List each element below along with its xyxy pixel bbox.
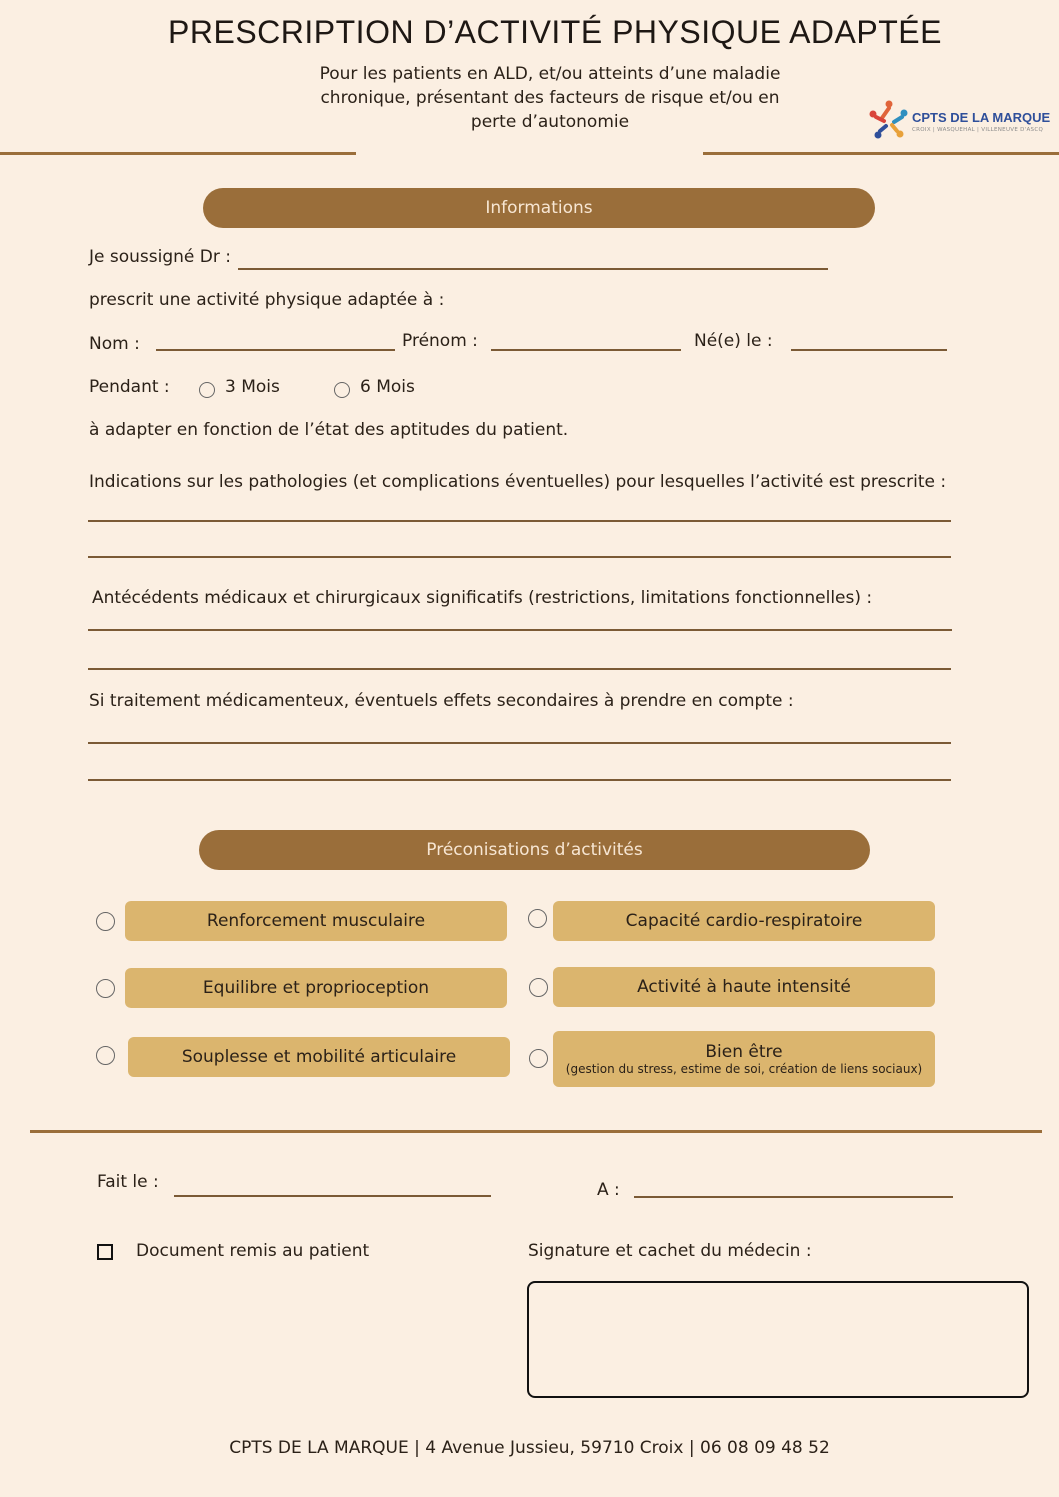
duration-3-months-radio[interactable]: [199, 382, 215, 398]
activity-label: Activité à haute intensité: [637, 977, 851, 997]
activity-haute-intensite[interactable]: [553, 967, 935, 1007]
indications-line-2[interactable]: [88, 556, 951, 558]
section-divider: [30, 1130, 1042, 1133]
activity-radio-haute-intensite[interactable]: [529, 978, 548, 997]
pendant-label: Pendant :: [89, 377, 170, 397]
activity-radio-souplesse[interactable]: [96, 1046, 115, 1065]
traitement-label: Si traitement médicamenteux, éventuels effets secondaires à prendre en compte :: [89, 691, 794, 711]
duration-3-months-label: 3 Mois: [225, 377, 280, 397]
doctor-name-field[interactable]: [238, 268, 828, 270]
doctor-label: Je soussigné Dr :: [89, 247, 231, 267]
a-field[interactable]: [634, 1196, 953, 1198]
activity-souplesse[interactable]: [128, 1037, 510, 1077]
nom-label: Nom :: [89, 334, 140, 354]
indications-line-1[interactable]: [88, 520, 951, 522]
signature-label: Signature et cachet du médecin :: [528, 1241, 812, 1261]
page-title: PRESCRIPTION D’ACTIVITÉ PHYSIQUE ADAPTÉE: [168, 14, 942, 50]
people-circle-icon: [866, 98, 912, 144]
footer-contact: CPTS DE LA MARQUE | 4 Avenue Jussieu, 59710 Croix | 06 08 09 48 52: [229, 1438, 830, 1458]
antecedents-line-2[interactable]: [88, 668, 951, 670]
a-label: A :: [597, 1180, 620, 1200]
informations-header: Informations: [203, 188, 875, 228]
activity-radio-equilibre[interactable]: [96, 979, 115, 998]
duration-6-months-radio[interactable]: [334, 382, 350, 398]
activity-label: Souplesse et mobilité articulaire: [181, 1047, 457, 1067]
header-divider-right: [703, 152, 1059, 155]
activity-radio-cardio[interactable]: [528, 909, 547, 928]
adapt-text: à adapter en fonction de l’état des aptitudes du patient.: [89, 420, 569, 440]
activity-radio-renforcement[interactable]: [96, 912, 115, 931]
nom-field[interactable]: [156, 349, 395, 351]
traitement-line-1[interactable]: [88, 742, 951, 744]
traitement-line-2[interactable]: [88, 779, 951, 781]
duration-6-months-label: 6 Mois: [360, 377, 415, 397]
page-subtitle: [300, 62, 800, 134]
activity-bien-etre[interactable]: [553, 1031, 935, 1087]
activity-label: Renforcement musculaire: [206, 911, 426, 931]
subtitle-line-2: chronique, présentant des facteurs de risque et/ou en: [320, 88, 780, 108]
prenom-label: Prénom :: [402, 331, 478, 351]
birthdate-field[interactable]: [791, 349, 947, 351]
activity-label: Capacité cardio-respiratoire: [625, 911, 863, 931]
activity-renforcement-musculaire[interactable]: [125, 901, 507, 941]
subtitle-line-3: perte d’autonomie: [470, 112, 630, 132]
activity-label: Equilibre et proprioception: [202, 978, 430, 998]
activity-equilibre[interactable]: [125, 968, 507, 1008]
document-remis-label: Document remis au patient: [136, 1241, 370, 1261]
activity-sublabel: (gestion du stress, estime de soi, création de liens sociaux): [565, 1062, 923, 1076]
subtitle-line-1: Pour les patients en ALD, et/ou atteints d’une maladie: [319, 64, 781, 84]
signature-box[interactable]: [527, 1281, 1029, 1398]
indications-label: Indications sur les pathologies (et complications éventuelles) pour lesquelles l’activité est prescrite :: [89, 472, 947, 492]
fait-le-label: Fait le :: [97, 1172, 159, 1192]
logo-subtext: CROIX | WASQUEHAL | VILLENEUVE D'ASCQ: [912, 127, 1044, 133]
document-remis-checkbox[interactable]: [97, 1244, 113, 1260]
logo-text: CPTS DE LA MARQUE: [912, 110, 1051, 125]
activity-radio-bien-etre[interactable]: [529, 1049, 548, 1068]
prescribes-label: prescrit une activité physique adaptée à :: [89, 290, 445, 310]
preconisations-header: Préconisations d’activités: [199, 830, 870, 870]
fait-le-field[interactable]: [174, 1195, 491, 1197]
header-divider-left: [0, 152, 356, 155]
antecedents-label: Antécédents médicaux et chirurgicaux significatifs (restrictions, limitations fonctionnelles) :: [92, 588, 873, 608]
ne-le-label: Né(e) le :: [694, 331, 773, 351]
activity-capacite-cardio[interactable]: [553, 901, 935, 941]
antecedents-line-1[interactable]: [88, 629, 952, 631]
prenom-field[interactable]: [491, 349, 681, 351]
activity-label: Bien être: [705, 1042, 783, 1062]
